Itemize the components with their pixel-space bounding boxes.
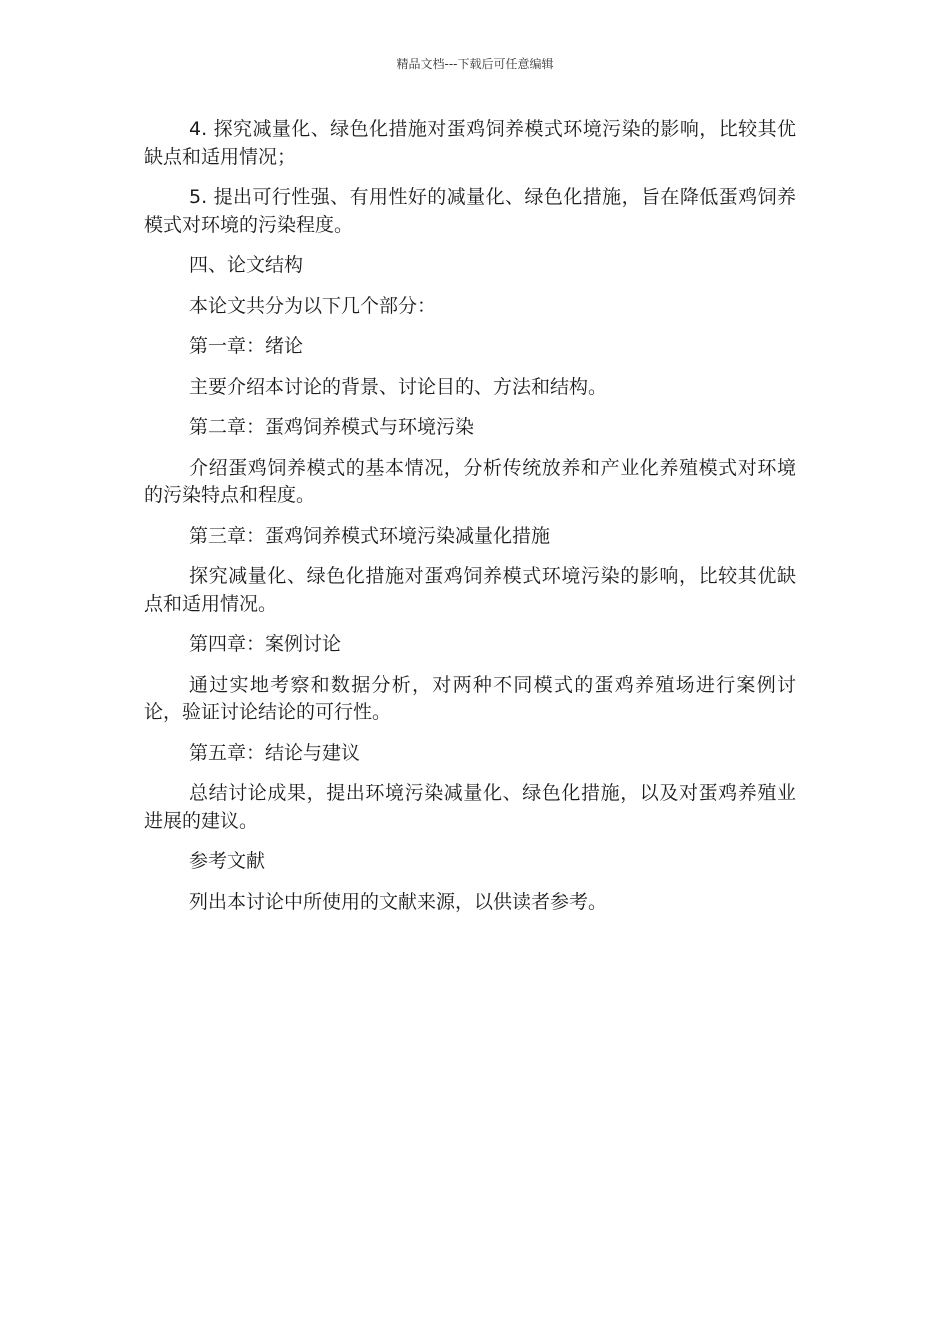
chapter-1-description: 主要介绍本讨论的背景、讨论目的、方法和结构。 [189, 375, 608, 398]
chapter-4-description: 通过实地考察和数据分析，对两种不同模式的蛋鸡养殖场进行案例讨论，验证讨论结论的可行性。 [144, 673, 796, 723]
section-heading-structure: 四、论文结构 [189, 254, 304, 276]
references-description: 列出本讨论中所使用的文献来源，以供读者参考。 [189, 890, 608, 913]
chapter-5-description: 总结讨论成果，提出环境污染减量化、绿色化措施，以及对蛋鸡养殖业进展的建议。 [144, 782, 796, 832]
chapter-2-description: 介绍蛋鸡饲养模式的基本情况，分析传统放养和产业化养殖模式对环境的污染特点和程度。 [144, 456, 796, 506]
page-header: 精品文档---下载后可任意编辑 [396, 57, 554, 71]
chapter-1-heading: 第一章：绪论 [189, 335, 304, 357]
paragraph-structure-intro: 本论文共分为以下几个部分： [189, 294, 437, 317]
chapter-3-description: 探究减量化、绿色化措施对蛋鸡饲养模式环境污染的影响，比较其优缺点和适用情况。 [144, 565, 796, 615]
chapter-3-heading: 第三章：蛋鸡饲养模式环境污染减量化措施 [189, 524, 551, 547]
chapter-2-heading: 第二章：蛋鸡饲养模式与环境污染 [189, 416, 475, 438]
chapter-4-heading: 第四章：案例讨论 [189, 633, 342, 655]
paragraph-objective-4: 4. 探究减量化、绿色化措施对蛋鸡饲养模式环境污染的影响，比较其优缺点和适用情况； [144, 118, 796, 168]
references-heading: 参考文献 [189, 850, 266, 872]
chapter-5-heading: 第五章：结论与建议 [189, 741, 361, 764]
document-body [144, 116, 796, 929]
paragraph-objective-5: 5. 提出可行性强、有用性好的减量化、绿色化措施，旨在降低蛋鸡饲养模式对环境的污染程度。 [144, 186, 796, 236]
